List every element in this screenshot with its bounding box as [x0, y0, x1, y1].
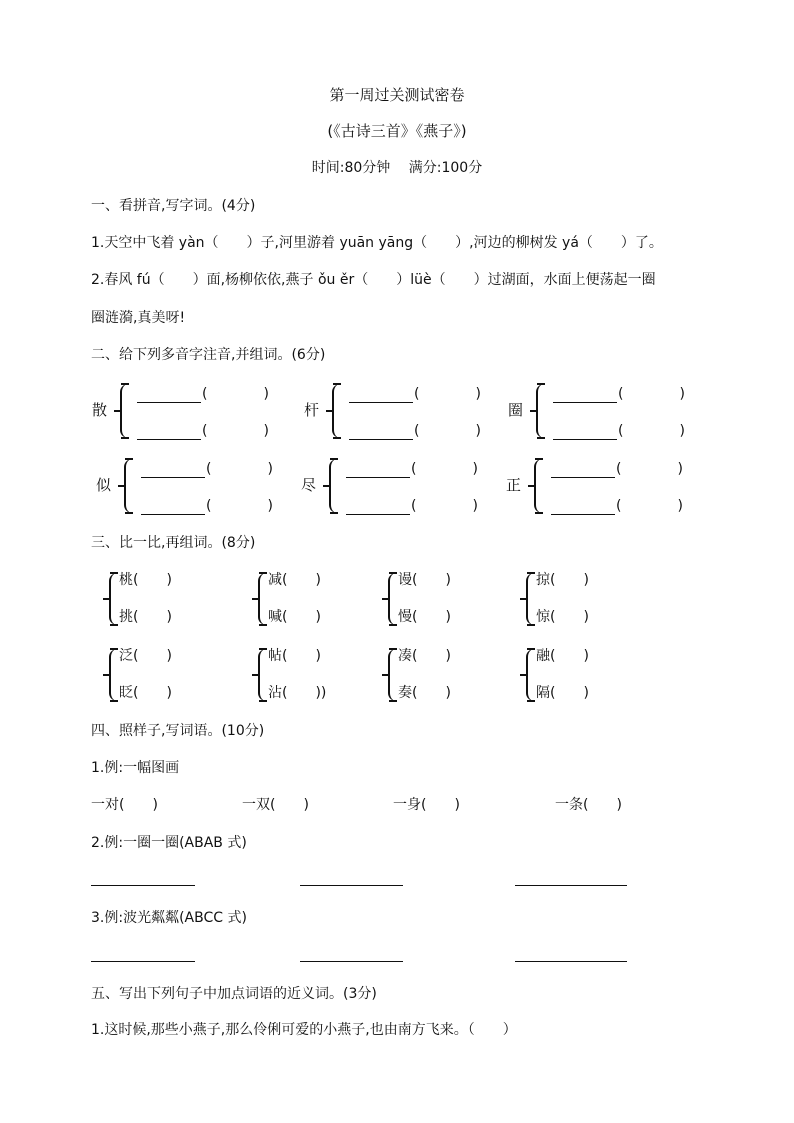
answer-paren[interactable]: ( ) [411, 498, 478, 514]
answer-paren[interactable]: ( ) [206, 461, 273, 477]
compare-word: 减( ) [268, 572, 321, 588]
answer-paren[interactable]: ( ) [202, 386, 269, 402]
section1-heading: 一、看拼音,写字词。(4分) [91, 198, 256, 214]
example1-item: 一条( ) [555, 797, 622, 813]
answer-line[interactable] [346, 514, 410, 515]
page-title: 第一周过关测试密卷 [329, 86, 465, 104]
answer-paren[interactable]: ( ) [206, 498, 273, 514]
compare-word: 帖( ) [268, 648, 321, 664]
section1-line1: 1.天空中飞着 yàn（ ）子,河里游着 yuān yāng（ ）,河边的柳树发 yá（ ）了。 [91, 235, 663, 251]
answer-line[interactable] [300, 961, 403, 962]
polyphone-char: 杆 [304, 401, 320, 419]
section5-question1: 1.这时候,那些小燕子,那么伶俐可爱的小燕子,也由南方飞来。（ ） [91, 1022, 517, 1038]
answer-paren[interactable]: ( ) [616, 498, 683, 514]
polyphone-char: 似 [96, 476, 112, 494]
answer-line[interactable] [141, 477, 205, 478]
answer-line[interactable] [346, 477, 410, 478]
answer-paren[interactable]: ( ) [411, 461, 478, 477]
answer-paren[interactable]: ( ) [618, 386, 685, 402]
brace-icon [258, 649, 268, 701]
example1-item: 一身( ) [393, 797, 460, 813]
brace-icon [526, 573, 536, 625]
answer-line[interactable] [553, 402, 617, 403]
compare-word: 融( ) [536, 648, 589, 664]
section5-heading: 五、写出下列句子中加点词语的近义词。(3分) [91, 986, 377, 1002]
answer-paren[interactable]: ( ) [616, 461, 683, 477]
example2-label: 2.例:一圈一圈(ABAB 式) [91, 835, 247, 851]
compare-word: 眨( ) [119, 685, 172, 701]
answer-paren[interactable]: ( ) [414, 386, 481, 402]
answer-paren[interactable]: ( ) [202, 423, 269, 439]
compare-word: 桃( ) [119, 572, 172, 588]
compare-word: 隔( ) [536, 685, 589, 701]
brace-icon [258, 573, 268, 625]
answer-line[interactable] [553, 439, 617, 440]
compare-word: 泛( ) [119, 648, 172, 664]
compare-word: 沾( )) [268, 685, 327, 701]
answer-line[interactable] [91, 885, 195, 886]
polyphone-char: 正 [506, 476, 522, 494]
answer-line[interactable] [137, 439, 201, 440]
compare-word: 喊( ) [268, 609, 321, 625]
answer-line[interactable] [300, 885, 403, 886]
example1-item: 一对( ) [91, 797, 158, 813]
brace-icon [120, 384, 130, 438]
answer-line[interactable] [141, 514, 205, 515]
time-info: 时间:80分钟 满分:100分 [311, 160, 483, 176]
polyphone-char: 圈 [508, 401, 524, 419]
brace-icon [388, 573, 398, 625]
compare-word: 惊( ) [536, 609, 589, 625]
answer-line[interactable] [137, 402, 201, 403]
example1-label: 1.例:一幅图画 [91, 760, 180, 776]
compare-word: 挑( ) [119, 609, 172, 625]
answer-line[interactable] [91, 961, 195, 962]
brace-icon [109, 573, 119, 625]
example3-label: 3.例:波光粼粼(ABCC 式) [91, 910, 247, 926]
answer-paren[interactable]: ( ) [414, 423, 481, 439]
example1-item: 一双( ) [242, 797, 309, 813]
brace-icon [536, 384, 546, 438]
brace-icon [109, 649, 119, 701]
polyphone-char: 尽 [301, 476, 317, 494]
compare-word: 谩( ) [398, 572, 451, 588]
section2-heading: 二、给下列多音字注音,并组词。(6分) [91, 347, 326, 363]
brace-icon [526, 649, 536, 701]
answer-line[interactable] [551, 477, 615, 478]
section1-line2: 2.春风 fú（ ）面,杨柳依依,燕子 ǒu ěr（ ）lüè（ ）过湖面，水面上便荡起一圈 [91, 272, 656, 288]
brace-icon [329, 459, 339, 513]
page-subtitle: (《古诗三首》《燕子》) [327, 122, 467, 140]
brace-icon [388, 649, 398, 701]
polyphone-char: 散 [92, 401, 108, 419]
compare-word: 慢( ) [398, 609, 451, 625]
answer-line[interactable] [551, 514, 615, 515]
brace-icon [534, 459, 544, 513]
compare-word: 凑( ) [398, 648, 451, 664]
section3-heading: 三、比一比,再组词。(8分) [91, 535, 256, 551]
brace-icon [332, 384, 342, 438]
compare-word: 奏( ) [398, 685, 451, 701]
brace-icon [124, 459, 134, 513]
answer-line[interactable] [515, 961, 627, 962]
answer-line[interactable] [349, 402, 413, 403]
answer-line[interactable] [515, 885, 627, 886]
section4-heading: 四、照样子,写词语。(10分) [91, 723, 265, 739]
answer-paren[interactable]: ( ) [618, 423, 685, 439]
compare-word: 掠( ) [536, 572, 589, 588]
section1-line3: 圈涟漪,真美呀! [91, 310, 186, 326]
answer-line[interactable] [349, 439, 413, 440]
